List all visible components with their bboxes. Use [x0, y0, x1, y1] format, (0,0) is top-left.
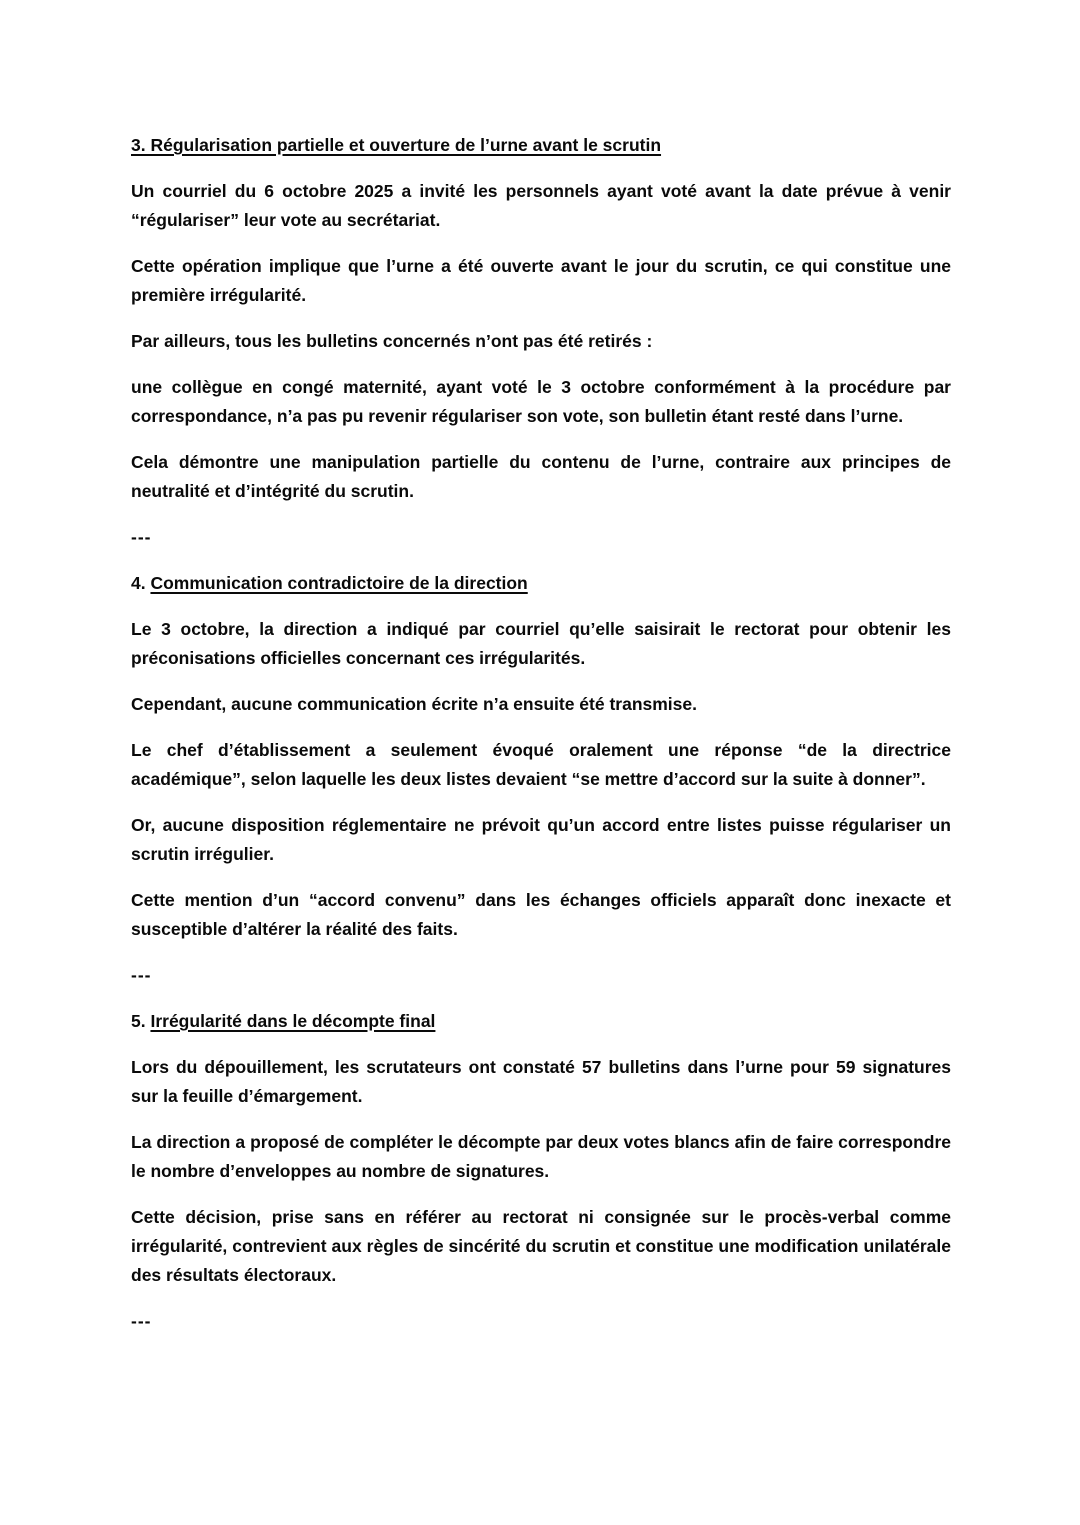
- paragraph: Un courriel du 6 octobre 2025 a invité les personnels ayant voté avant la date prévue à venir “régulariser” leur vote au secrétariat.: [131, 181, 951, 230]
- heading-title: 3. Régularisation partielle et ouverture de l’urne avant le scrutin: [131, 135, 662, 155]
- heading-title: Communication contradictoire de la direction: [150, 573, 528, 593]
- paragraph: Cependant, aucune communication écrite n’a ensuite été transmise.: [131, 694, 697, 714]
- paragraph: Or, aucune disposition réglementaire ne prévoit qu’un accord entre listes puisse régulariser un scrutin irrégulier.: [131, 815, 951, 864]
- paragraph: Par ailleurs, tous les bulletins concernés n’ont pas été retirés :: [131, 331, 653, 351]
- paragraph: Le chef d’établissement a seulement évoqué oralement une réponse “de la directrice académique”, selon laquelle les deux listes devaient “se mettre d’accord sur la suite à donner”.: [131, 740, 951, 789]
- paragraph: Lors du dépouillement, les scrutateurs ont constaté 57 bulletins dans l’urne pour 59 signatures sur la feuille d’émargement.: [131, 1057, 951, 1106]
- paragraph: Cette décision, prise sans en référer au rectorat ni consignée sur le procès-verbal comme irrégularité, contrevient aux règles de sincérité du scrutin et constitue une modification unilatérale des résultats électoraux.: [131, 1207, 951, 1285]
- heading-number: 4.: [131, 573, 151, 593]
- paragraph: Cela démontre une manipulation partielle du contenu de l’urne, contraire aux principes de neutralité et d’intégrité du scrutin.: [131, 452, 951, 501]
- section-heading: [131, 131, 951, 160]
- separator-dashes: ---: [131, 1311, 152, 1331]
- paragraph: une collègue en congé maternité, ayant voté le 3 octobre conformément à la procédure par correspondance, n’a pas pu revenir régulariser son vote, son bulletin étant resté dans l’urne.: [131, 377, 951, 426]
- document-body: [131, 131, 951, 1353]
- section-heading: [131, 1007, 951, 1036]
- separator-dashes: ---: [131, 527, 152, 547]
- paragraph: Cette mention d’un “accord convenu” dans les échanges officiels apparaît donc inexacte et susceptible d’altérer la réalité des faits.: [131, 890, 951, 939]
- paragraph: La direction a proposé de compléter le décompte par deux votes blancs afin de faire correspondre le nombre d’enveloppes au nombre de signatures.: [131, 1132, 951, 1181]
- paragraph: Cette opération implique que l’urne a été ouverte avant le jour du scrutin, ce qui constitue une première irrégularité.: [131, 256, 951, 305]
- heading-title: Irrégularité dans le décompte final: [150, 1011, 436, 1031]
- paragraph: Le 3 octobre, la direction a indiqué par courriel qu’elle saisirait le rectorat pour obtenir les préconisations officielles concernant ces irrégularités.: [131, 619, 951, 668]
- heading-number: 5.: [131, 1011, 151, 1031]
- section-heading: [131, 569, 951, 598]
- separator-dashes: ---: [131, 965, 152, 985]
